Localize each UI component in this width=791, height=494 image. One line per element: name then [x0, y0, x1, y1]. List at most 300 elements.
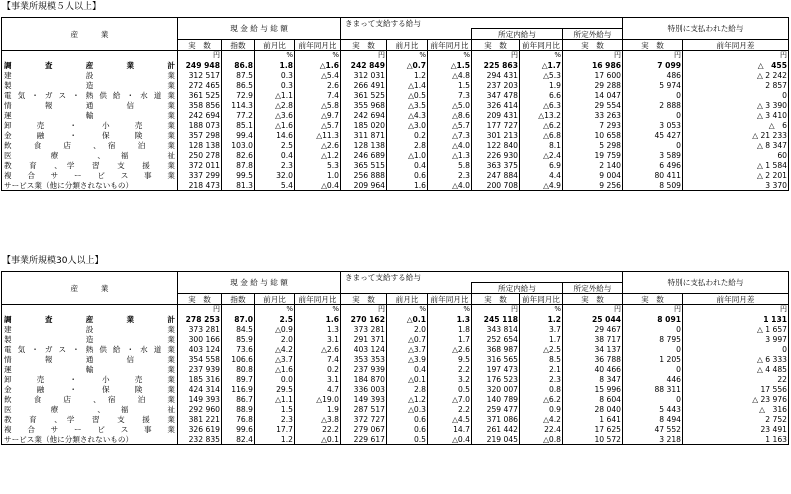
value-cell: 81.3 [222, 180, 255, 191]
value-cell: △2.6 [428, 344, 472, 354]
value-cell: 249 948 [178, 60, 222, 70]
value-cell: △0.9 [255, 324, 295, 334]
value-cell: 10 572 [563, 434, 623, 445]
unit-cell [222, 51, 255, 61]
value-cell: △7.3 [428, 130, 472, 140]
value-cell: 209 431 [472, 110, 520, 120]
value-cell: 0.3 [255, 80, 295, 90]
value-cell: 0.2 [295, 364, 341, 374]
value-cell: 17 625 [563, 424, 623, 434]
value-cell: △2.6 [295, 344, 341, 354]
value-cell: 1 205 [623, 354, 683, 364]
value-cell: 347 478 [472, 90, 520, 100]
value-cell: 0 [623, 90, 683, 100]
unit-cell: % [295, 305, 341, 315]
scheduled-header: 所定内給与 [472, 283, 563, 294]
industry-name: サービス業（他に分類されないもの） [2, 180, 178, 191]
industry-name: 複 合 サ ー ビ ス 事 業 [2, 170, 178, 180]
value-cell: 3.7 [520, 324, 563, 334]
value-cell: △7.0 [428, 394, 472, 404]
table-row [2, 354, 789, 364]
value-cell: 237 939 [341, 364, 387, 374]
value-cell: 424 314 [178, 384, 222, 394]
value-cell: 316 565 [472, 354, 520, 364]
value-cell: △0.7 [387, 60, 428, 70]
value-cell: 226 930 [472, 150, 520, 160]
value-cell: 7.4 [295, 354, 341, 364]
industry-name: 飲 食 店 、宿 泊 業 [2, 140, 178, 150]
value-cell: 72.9 [222, 90, 255, 100]
value-cell: 85.9 [222, 334, 255, 344]
unit-cell: 円 [472, 51, 520, 61]
value-cell: △13.2 [520, 110, 563, 120]
value-cell: 3 997 [683, 334, 789, 344]
subheader-mom: 前月比 [387, 294, 428, 305]
table-body [2, 305, 789, 445]
table-row [2, 120, 789, 130]
value-cell: 1.5 [255, 404, 295, 414]
value-cell: 6.9 [520, 160, 563, 170]
subheader-mom: 前月比 [255, 40, 295, 51]
value-cell: 270 162 [341, 314, 387, 324]
value-cell: △8.6 [428, 110, 472, 120]
value-cell: 200 708 [472, 180, 520, 191]
unit-cell: % [255, 51, 295, 61]
value-cell: △0.3 [387, 404, 428, 414]
value-cell: 229 617 [341, 434, 387, 445]
value-cell: △1.1 [255, 90, 295, 100]
value-cell: 8.5 [520, 354, 563, 364]
unit-cell: % [428, 51, 472, 61]
unit-cell: % [520, 305, 563, 315]
value-cell: 38 717 [563, 334, 623, 344]
value-cell: 7.3 [428, 90, 472, 100]
value-cell: 40 466 [563, 364, 623, 374]
value-cell: 0.6 [387, 424, 428, 434]
value-cell: 2 140 [563, 160, 623, 170]
value-cell: 149 393 [178, 394, 222, 404]
unit-cell: % [387, 51, 428, 61]
value-cell: 1.2 [387, 70, 428, 80]
table-row [2, 364, 789, 374]
value-cell: 7.4 [295, 90, 341, 100]
subheader-actual: 実 数 [472, 294, 520, 305]
value-cell: 336 003 [341, 384, 387, 394]
value-cell: △ 2 201 [683, 170, 789, 180]
table-row [2, 100, 789, 110]
table-row [2, 324, 789, 334]
value-cell: 2.2 [428, 404, 472, 414]
value-cell: 261 442 [472, 424, 520, 434]
value-cell: △9.7 [295, 110, 341, 120]
value-cell: 22 [683, 374, 789, 384]
value-cell: 266 491 [341, 80, 387, 90]
value-cell: △ 1 657 [683, 324, 789, 334]
industry-name: 飲 食 店 、宿 泊 業 [2, 394, 178, 404]
value-cell: 17 556 [683, 384, 789, 394]
units-row [2, 51, 789, 61]
value-cell: 0.0 [255, 374, 295, 384]
value-cell: △1.5 [428, 60, 472, 70]
value-cell: △11.3 [295, 130, 341, 140]
subheader-actual: 実 数 [341, 40, 387, 51]
value-cell: 354 558 [178, 354, 222, 364]
value-cell: 77.2 [222, 110, 255, 120]
value-cell: 185 316 [178, 374, 222, 384]
value-cell: 3.2 [428, 374, 472, 384]
value-cell: 337 299 [178, 170, 222, 180]
value-cell: △3.0 [387, 120, 428, 130]
value-cell: 3 218 [623, 434, 683, 445]
value-cell: 372 011 [178, 160, 222, 170]
value-cell: 237 939 [178, 364, 222, 374]
unit-cell [222, 305, 255, 315]
value-cell: △0.1 [295, 434, 341, 445]
value-cell: 99.6 [222, 424, 255, 434]
value-cell: 22.2 [295, 424, 341, 434]
value-cell: 446 [623, 374, 683, 384]
value-cell: △4.0 [428, 140, 472, 150]
unit-cell: 円 [623, 51, 683, 61]
value-cell: 219 045 [472, 434, 520, 445]
cash-total-header: 現 金 給 与 総 額 [178, 272, 341, 294]
value-cell: △ 455 [683, 60, 789, 70]
industry-name: 建 設 業 [2, 70, 178, 80]
value-cell: 0 [623, 364, 683, 374]
value-cell: 225 863 [472, 60, 520, 70]
value-cell: 353 353 [341, 354, 387, 364]
unit-cell: % [387, 305, 428, 315]
value-cell: 0 [623, 324, 683, 334]
value-cell: 1.8 [428, 324, 472, 334]
value-cell: 311 871 [341, 130, 387, 140]
value-cell: 3 589 [623, 150, 683, 160]
value-cell: 106.6 [222, 354, 255, 364]
industry-header: 産 業 [2, 272, 178, 305]
subheader-index: 指数 [222, 294, 255, 305]
table-row [2, 140, 789, 150]
unit-cell: 円 [341, 305, 387, 315]
value-cell: 3.1 [295, 334, 341, 344]
value-cell: △1.2 [387, 394, 428, 404]
value-cell: 7 099 [623, 60, 683, 70]
industry-name: 製 造 業 [2, 80, 178, 90]
industry-header: 産 業 [2, 18, 178, 51]
value-cell: △0.1 [387, 314, 428, 324]
value-cell: 0.4 [387, 160, 428, 170]
value-cell: 84.5 [222, 324, 255, 334]
value-cell: 2.6 [295, 80, 341, 90]
value-cell: 25 044 [563, 314, 623, 324]
value-cell: 0.5 [428, 384, 472, 394]
value-cell: △4.8 [428, 70, 472, 80]
unit-cell: % [255, 305, 295, 315]
value-cell: 355 968 [341, 100, 387, 110]
value-cell: 0.8 [520, 384, 563, 394]
table-body [2, 51, 789, 191]
value-cell: 122 840 [472, 140, 520, 150]
value-cell: 1.0 [295, 170, 341, 180]
value-cell: △ 3 390 [683, 100, 789, 110]
value-cell: △4.2 [520, 414, 563, 424]
value-cell: △ 6 [683, 120, 789, 130]
value-cell: 86.7 [222, 394, 255, 404]
subheader-yoy: 前年同月比 [295, 40, 341, 51]
value-cell: 32.0 [255, 170, 295, 180]
value-cell: 80 411 [623, 170, 683, 180]
value-cell: 245 118 [472, 314, 520, 324]
value-cell: 0 [623, 140, 683, 150]
value-cell: △ 4 485 [683, 364, 789, 374]
value-cell: △1.7 [520, 60, 563, 70]
value-cell: 0.3 [255, 70, 295, 80]
value-cell: 368 987 [472, 344, 520, 354]
value-cell: 89.7 [222, 374, 255, 384]
regular-spacer [341, 283, 472, 294]
total-row [2, 314, 789, 324]
value-cell: 19 759 [563, 150, 623, 160]
table-row [2, 130, 789, 140]
value-cell: 259 477 [472, 404, 520, 414]
value-cell: 0 [623, 110, 683, 120]
value-cell: △ 8 347 [683, 140, 789, 150]
value-cell: △ 6 333 [683, 354, 789, 364]
value-cell: 232 835 [178, 434, 222, 445]
value-cell: 320 007 [472, 384, 520, 394]
value-cell: 247 884 [472, 170, 520, 180]
industry-name: 建 設 業 [2, 324, 178, 334]
value-cell: 1 131 [683, 314, 789, 324]
table-row [2, 394, 789, 404]
value-cell: △3.6 [255, 110, 295, 120]
unit-cell: % [428, 305, 472, 315]
units-row [2, 305, 789, 315]
subheader-mom: 前月比 [255, 294, 295, 305]
table-row [2, 80, 789, 90]
value-cell: △4.9 [520, 180, 563, 191]
industry-name: 製 造 業 [2, 334, 178, 344]
value-cell: 0.6 [387, 170, 428, 180]
value-cell: 2.3 [520, 374, 563, 384]
value-cell: 0.4 [387, 364, 428, 374]
value-cell: △ 1 584 [683, 160, 789, 170]
value-cell: 80.8 [222, 364, 255, 374]
industry-name: 運 輸 業 [2, 364, 178, 374]
value-cell: 3 053 [623, 120, 683, 130]
value-cell: 0 [623, 394, 683, 404]
value-cell: 2.5 [255, 140, 295, 150]
overtime-header: 所定外給与 [563, 283, 623, 294]
value-cell: 14.7 [428, 424, 472, 434]
subheader-actual: 実 数 [563, 294, 623, 305]
table-row [2, 90, 789, 100]
value-cell: 9 004 [563, 170, 623, 180]
industry-name: 医 療 、福 祉 [2, 150, 178, 160]
value-cell: 9 256 [563, 180, 623, 191]
value-cell: 0.4 [255, 150, 295, 160]
value-cell: 242 694 [341, 110, 387, 120]
subheader-yoy_diff: 前年同月差 [683, 294, 789, 305]
value-cell: 218 473 [178, 180, 222, 191]
value-cell: 86.8 [222, 60, 255, 70]
value-cell: 17 600 [563, 70, 623, 80]
value-cell: 2.3 [428, 170, 472, 180]
value-cell: △1.3 [428, 150, 472, 160]
value-cell: 1.9 [295, 404, 341, 414]
unit-cell: 円 [178, 51, 222, 61]
value-cell: 5 974 [623, 80, 683, 90]
value-cell: 8 509 [623, 180, 683, 191]
unit-cell: 円 [683, 305, 789, 315]
value-cell: 87.8 [222, 160, 255, 170]
value-cell: △1.6 [295, 60, 341, 70]
value-cell: 2.8 [387, 384, 428, 394]
value-cell: 0 [683, 344, 789, 354]
table-row [2, 170, 789, 180]
value-cell: 301 213 [472, 130, 520, 140]
value-cell: △5.8 [295, 100, 341, 110]
subheader-yoy: 前年同月比 [520, 294, 563, 305]
value-cell: 343 814 [472, 324, 520, 334]
value-cell: 33 263 [563, 110, 623, 120]
value-cell: 99.4 [222, 130, 255, 140]
value-cell: 87.5 [222, 70, 255, 80]
value-cell: △0.4 [428, 434, 472, 445]
value-cell: 29 554 [563, 100, 623, 110]
value-cell: 237 203 [472, 80, 520, 90]
value-cell: 5 298 [563, 140, 623, 150]
unit-cell: 円 [563, 305, 623, 315]
value-cell: 2 857 [683, 80, 789, 90]
value-cell: 300 166 [178, 334, 222, 344]
subheader-actual: 実 数 [178, 294, 222, 305]
value-cell: 82.4 [222, 434, 255, 445]
value-cell: △ 316 [683, 404, 789, 414]
industry-name: 調 査 産 業 計 [2, 60, 178, 70]
value-cell: 0.6 [387, 414, 428, 424]
section-title: 【事業所規模５人以上】 [2, 2, 102, 12]
value-cell: △6.8 [520, 130, 563, 140]
value-cell: △2.4 [520, 150, 563, 160]
value-cell: 0.9 [520, 404, 563, 414]
value-cell: 82.6 [222, 150, 255, 160]
value-cell: 128 138 [178, 140, 222, 150]
value-cell: 140 789 [472, 394, 520, 404]
value-cell: 312 031 [341, 70, 387, 80]
value-cell: △2.5 [520, 344, 563, 354]
value-cell: 242 849 [341, 60, 387, 70]
value-cell: 2.0 [255, 334, 295, 344]
value-cell: 250 278 [178, 150, 222, 160]
subheader-actual: 実 数 [178, 40, 222, 51]
value-cell: △0.7 [387, 334, 428, 344]
unit-cell: % [520, 51, 563, 61]
value-cell: 242 694 [178, 110, 222, 120]
value-cell: 128 138 [341, 140, 387, 150]
value-cell: △19.0 [295, 394, 341, 404]
value-cell: 99.5 [222, 170, 255, 180]
value-cell: △ 21 233 [683, 130, 789, 140]
value-cell: 272 465 [178, 80, 222, 90]
value-cell: △ 2 242 [683, 70, 789, 80]
industry-name: サービス業（他に分類されないもの） [2, 434, 178, 445]
cash-total-header: 現 金 給 与 総 額 [178, 18, 341, 40]
value-cell: 357 298 [178, 130, 222, 140]
value-cell: 114.3 [222, 100, 255, 110]
value-cell: 185 020 [341, 120, 387, 130]
subheader-yoy: 前年同月比 [428, 294, 472, 305]
value-cell: 2.1 [520, 364, 563, 374]
value-cell: 8 795 [623, 334, 683, 344]
value-cell: △5.4 [295, 70, 341, 80]
value-cell: 36 788 [563, 354, 623, 364]
industry-name: 電気・ガス・熱供給・水道業 [2, 344, 178, 354]
value-cell: △5.0 [428, 100, 472, 110]
value-cell: 5.3 [295, 160, 341, 170]
value-cell: △4.3 [387, 110, 428, 120]
value-cell: △1.4 [387, 80, 428, 90]
unit-cell: 円 [341, 51, 387, 61]
value-cell: 23 491 [683, 424, 789, 434]
value-cell: 6 496 [623, 160, 683, 170]
value-cell: 1.6 [295, 314, 341, 324]
value-cell: 5 443 [623, 404, 683, 414]
table-row [2, 384, 789, 394]
value-cell: 17.7 [255, 424, 295, 434]
value-cell: 372 727 [341, 414, 387, 424]
value-cell: 381 221 [178, 414, 222, 424]
units-spacer [2, 51, 178, 61]
table-row [2, 110, 789, 120]
subheader-actual: 実 数 [472, 40, 520, 51]
value-cell: 326 414 [472, 100, 520, 110]
subheader-yoy: 前年同月比 [295, 294, 341, 305]
unit-cell: 円 [178, 305, 222, 315]
value-cell: 45 427 [623, 130, 683, 140]
value-cell: 361 525 [178, 90, 222, 100]
value-cell: 358 856 [178, 100, 222, 110]
wage-table [1, 271, 789, 445]
value-cell: 87.0 [222, 314, 255, 324]
value-cell: △3.5 [387, 100, 428, 110]
value-cell: 188 073 [178, 120, 222, 130]
table-row [2, 70, 789, 80]
value-cell: 28 040 [563, 404, 623, 414]
value-cell: 1.6 [387, 180, 428, 191]
value-cell: 1.3 [428, 314, 472, 324]
value-cell: 88 311 [623, 384, 683, 394]
value-cell: 29 288 [563, 80, 623, 90]
value-cell: △4.2 [255, 344, 295, 354]
value-cell: 34 137 [563, 344, 623, 354]
subheader-actual: 実 数 [623, 294, 683, 305]
total-row [2, 60, 789, 70]
value-cell: 486 [623, 70, 683, 80]
value-cell: 3 370 [683, 180, 789, 191]
industry-name: 卸 売 ・ 小 売 業 [2, 374, 178, 384]
industry-name: 情 報 通 信 業 [2, 100, 178, 110]
value-cell: 14 047 [563, 90, 623, 100]
table-row [2, 404, 789, 414]
scheduled-header: 所定内給与 [472, 29, 563, 40]
value-cell: 29 467 [563, 324, 623, 334]
value-cell: 5.8 [428, 160, 472, 170]
value-cell: 176 523 [472, 374, 520, 384]
value-cell: 0.2 [387, 130, 428, 140]
value-cell: 294 431 [472, 70, 520, 80]
value-cell: △1.1 [255, 394, 295, 404]
value-cell: △1.6 [255, 120, 295, 130]
